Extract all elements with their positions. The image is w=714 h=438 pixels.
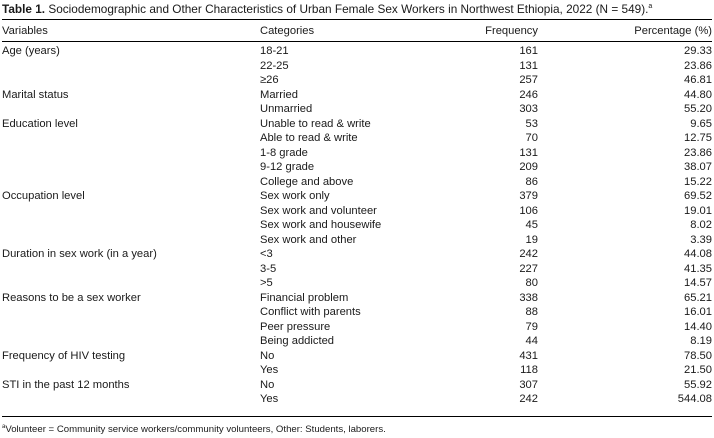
cell-category: >5: [260, 277, 273, 289]
cell-category: Sex work only: [260, 190, 330, 202]
cell-frequency: 161: [519, 45, 538, 57]
footnote-mark: a: [2, 423, 6, 430]
cell-frequency: 209: [519, 161, 538, 173]
cell-frequency: 303: [519, 103, 538, 115]
cell-category: Sex work and other: [260, 233, 357, 246]
table-row: [2, 117, 714, 132]
cell-percentage: 15.22: [684, 175, 712, 188]
cell-variable: [2, 73, 260, 88]
table-row: [2, 102, 714, 117]
cell-category: Yes: [260, 393, 279, 405]
cell-frequency: 19: [525, 233, 538, 246]
cell-variable: Frequency of HIV testing: [2, 349, 126, 362]
cell-percentage: 29.33: [684, 45, 712, 57]
table-row: [2, 189, 714, 204]
table-row: [2, 363, 714, 378]
cell-variable: Reasons to be a sex worker: [2, 291, 141, 304]
column-header-categories: Categories: [260, 24, 315, 37]
cell-frequency: 45: [525, 219, 538, 231]
table-row: [2, 247, 714, 262]
cell-frequency: 79: [525, 320, 538, 333]
table-row: [2, 73, 714, 88]
cell-frequency: 242: [519, 393, 538, 405]
table-body: [2, 41, 714, 407]
table-row: [2, 378, 714, 393]
cell-percentage: 44.80: [684, 88, 712, 101]
cell-percentage: 19.01: [684, 204, 712, 217]
footnote-text: Volunteer = Community service workers/community volunteers, Other: Students, laborers.: [5, 424, 386, 435]
cell-frequency: 227: [519, 262, 538, 275]
cell-frequency: 86: [525, 175, 538, 188]
cell-percentage: 78.50: [684, 349, 712, 362]
cell-variable: Duration in sex work (in a year): [2, 248, 157, 260]
cell-category: No: [260, 378, 275, 391]
cell-percentage: 12.75: [684, 132, 712, 144]
cell-variable: [2, 262, 260, 277]
table-row: [2, 233, 714, 248]
cell-percentage: 544.08: [677, 393, 712, 405]
cell-frequency: 88: [525, 306, 538, 318]
cell-frequency: 53: [525, 117, 538, 130]
cell-frequency: 131: [519, 146, 538, 159]
cell-frequency: 106: [519, 204, 538, 217]
header-row: [2, 20, 714, 41]
table-row: [2, 88, 714, 103]
cell-percentage: 55.92: [684, 378, 712, 391]
cell-frequency: 246: [519, 88, 538, 101]
table-row: [2, 59, 714, 74]
cell-percentage: 38.07: [684, 161, 712, 173]
cell-percentage: 8.19: [690, 335, 712, 347]
cell-category: Sex work and housewife: [260, 219, 382, 231]
cell-frequency: 242: [519, 248, 538, 260]
table-row: [2, 160, 714, 175]
cell-variable: Occupation level: [2, 190, 85, 202]
cell-variable: [2, 218, 260, 233]
cell-percentage: 14.57: [684, 277, 712, 289]
cell-percentage: 44.08: [684, 248, 712, 260]
column-header-variables: Variables: [2, 24, 48, 37]
caption-text: Sociodemographic and Other Characteristics of Urban Female Sex Workers in Northwest Ethiopia, 2022 (N = 549).: [48, 2, 649, 16]
caption-footnote-mark: a: [648, 3, 653, 11]
cell-category: Married: [260, 88, 298, 101]
cell-variable: [2, 320, 260, 335]
table-row: [2, 349, 714, 364]
cell-variable: [2, 160, 260, 175]
cell-variable: [2, 334, 260, 349]
cell-frequency: 44: [525, 335, 538, 347]
table-row: [2, 320, 714, 335]
cell-percentage: 14.40: [684, 320, 712, 333]
cell-percentage: 69.52: [684, 190, 712, 202]
table-row: [2, 305, 714, 320]
cell-category: Able to read & write: [260, 132, 358, 144]
cell-frequency: 307: [519, 378, 538, 391]
cell-variable: [2, 146, 260, 161]
table-row: [2, 218, 714, 233]
cell-category: ≥26: [260, 74, 279, 86]
column-header-percentage: Percentage (%): [634, 24, 712, 37]
cell-variable: Marital status: [2, 88, 69, 101]
cell-frequency: 338: [519, 291, 538, 304]
cell-category: Yes: [260, 364, 279, 376]
cell-percentage: 41.35: [684, 262, 712, 275]
bottom-rule: [2, 416, 712, 417]
cell-category: No: [260, 349, 275, 362]
cell-percentage: 65.21: [684, 291, 712, 304]
cell-percentage: 46.81: [684, 74, 712, 86]
cell-category: Unmarried: [260, 103, 313, 115]
cell-variable: [2, 233, 260, 248]
table-footnote: [2, 424, 712, 436]
cell-frequency: 431: [519, 349, 538, 362]
cell-category: Being addicted: [260, 335, 335, 347]
cell-frequency: 80: [525, 277, 538, 289]
cell-percentage: 21.50: [684, 364, 712, 376]
cell-category: Peer pressure: [260, 320, 331, 333]
cell-percentage: 3.39: [690, 233, 712, 246]
characteristics-table: [2, 20, 714, 407]
cell-category: 22-25: [260, 59, 289, 72]
cell-percentage: 8.02: [690, 219, 712, 231]
table-row: [2, 291, 714, 306]
cell-frequency: 70: [525, 132, 538, 144]
table-caption: [2, 2, 712, 17]
column-header-frequency: Frequency: [485, 24, 538, 37]
cell-category: College and above: [260, 175, 354, 188]
table-row: [2, 146, 714, 161]
cell-variable: STI in the past 12 months: [2, 378, 130, 391]
table-row: [2, 131, 714, 146]
cell-variable: [2, 204, 260, 219]
table-row: [2, 334, 714, 349]
cell-variable: [2, 175, 260, 190]
cell-variable: [2, 363, 260, 378]
cell-variable: [2, 392, 260, 407]
cell-frequency: 379: [519, 190, 538, 202]
table-row: [2, 204, 714, 219]
cell-variable: Age (years): [2, 45, 60, 57]
cell-category: Unable to read & write: [260, 117, 371, 130]
cell-category: Sex work and volunteer: [260, 204, 377, 217]
cell-category: 9-12 grade: [260, 161, 315, 173]
cell-frequency: 118: [520, 364, 538, 376]
cell-percentage: 9.65: [690, 117, 712, 130]
cell-variable: [2, 59, 260, 74]
table-row: [2, 276, 714, 291]
cell-percentage: 16.01: [684, 306, 712, 318]
cell-category: 18-21: [260, 45, 289, 57]
cell-variable: [2, 276, 260, 291]
cell-percentage: 23.86: [684, 146, 712, 159]
caption-label: Table 1.: [2, 2, 46, 16]
cell-frequency: 257: [519, 74, 538, 86]
table-row: [2, 41, 714, 59]
cell-percentage: 55.20: [684, 103, 712, 115]
cell-category: Conflict with parents: [260, 306, 361, 318]
cell-variable: Education level: [2, 117, 78, 130]
cell-category: 3-5: [260, 262, 277, 275]
cell-percentage: 23.86: [684, 59, 712, 72]
cell-category: <3: [260, 248, 273, 260]
cell-variable: [2, 305, 260, 320]
cell-category: 1-8 grade: [260, 146, 308, 159]
table-row: [2, 175, 714, 190]
cell-variable: [2, 131, 260, 146]
table-row: [2, 262, 714, 277]
table-row: [2, 392, 714, 407]
cell-category: Financial problem: [260, 291, 349, 304]
cell-variable: [2, 102, 260, 117]
cell-frequency: 131: [519, 59, 538, 72]
